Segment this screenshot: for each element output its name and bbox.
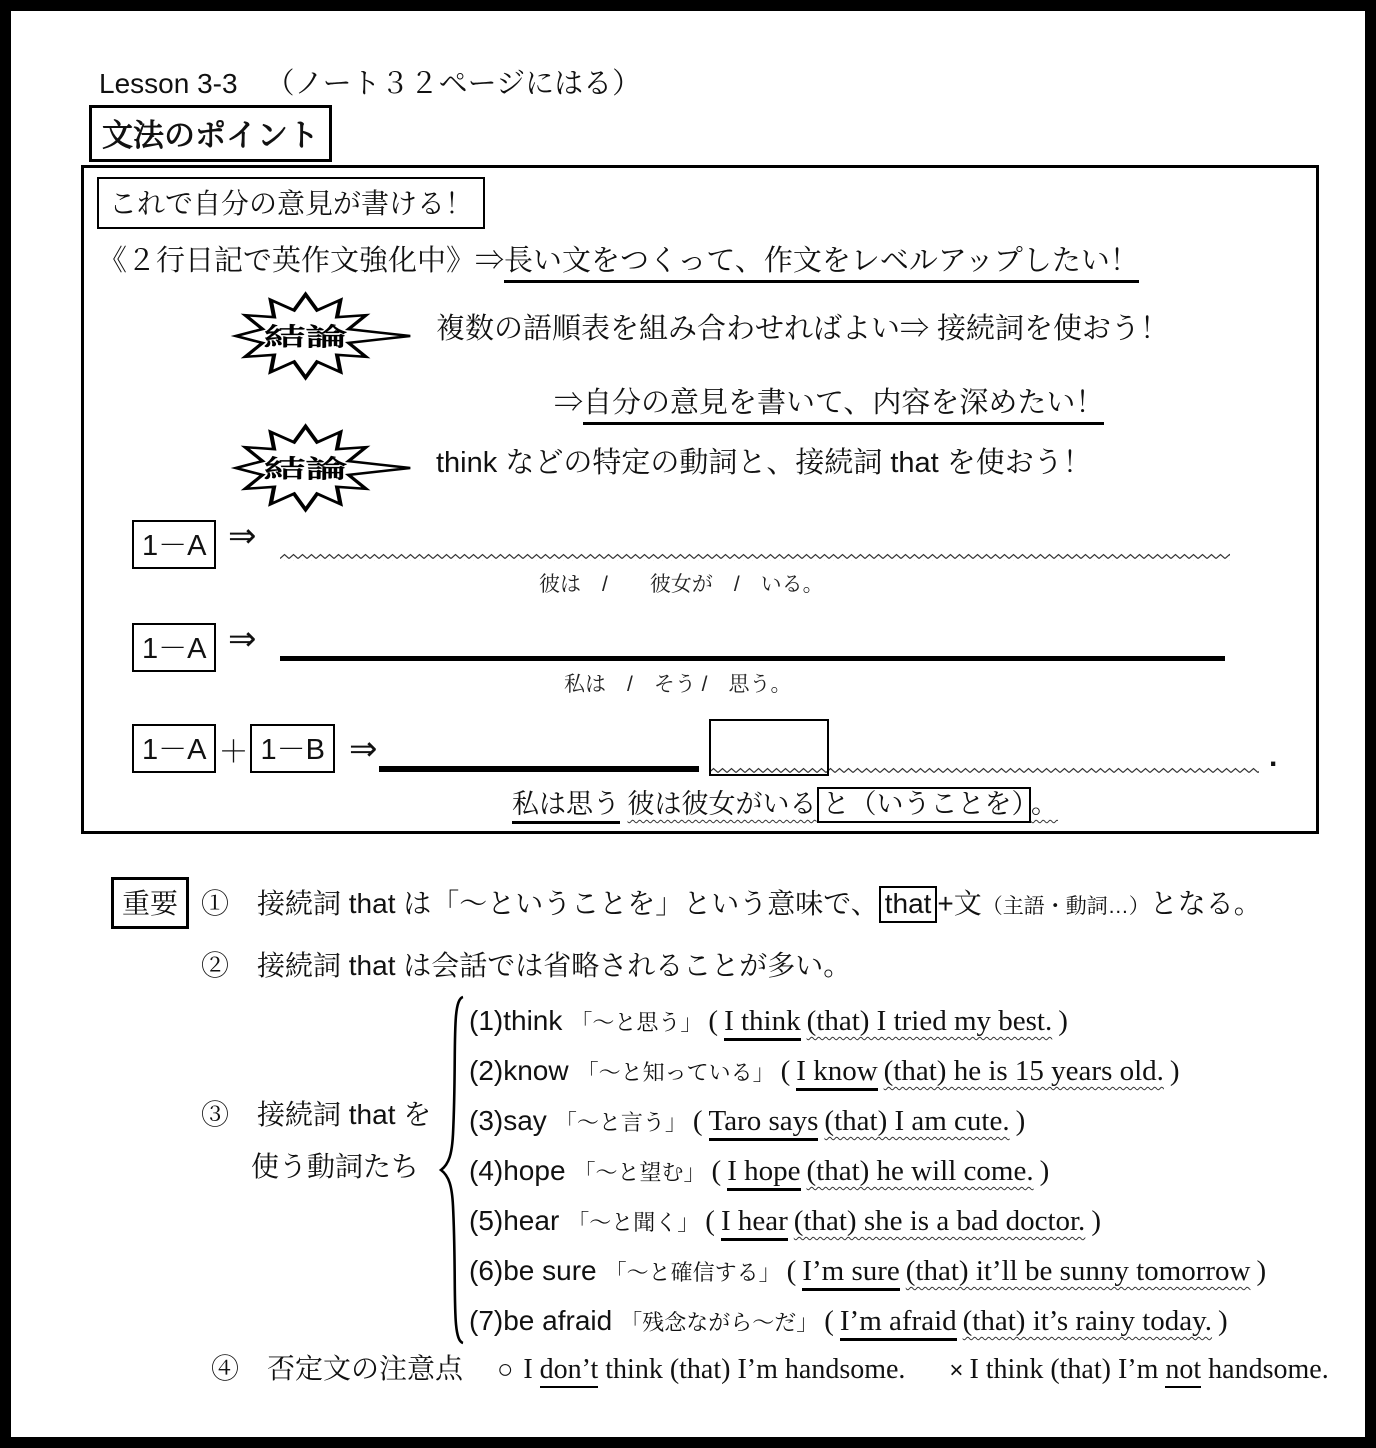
verb-name: think bbox=[503, 1005, 563, 1036]
point1-small-note: （主語・動詞…） bbox=[981, 895, 1150, 918]
verb-example-row bbox=[469, 996, 1266, 1046]
verb-example-row bbox=[469, 1296, 1266, 1346]
pattern-label-1A: 1－A bbox=[132, 520, 216, 569]
arrow-icon: ⇒ bbox=[228, 620, 257, 658]
verb-name: know bbox=[503, 1055, 569, 1086]
wrong-post: handsome. bbox=[1201, 1354, 1329, 1385]
conclusion1-text: 複数の語順表を組み合わせればよい⇒ 接続詞を使おう！ bbox=[436, 313, 1170, 345]
diary-prefix: 《２行日記で英作文強化中》⇒ bbox=[98, 245, 505, 277]
diary-goal: 長い文をつくって、作文をレベルアップしたい！ bbox=[504, 245, 1139, 283]
verb-meaning: 「〜と思う」 bbox=[570, 1010, 703, 1035]
paren-close-icon: ) bbox=[1015, 1105, 1026, 1137]
main-clause: Taro says bbox=[709, 1105, 819, 1141]
that-clause: (that) she is a bad doctor. bbox=[793, 1205, 1086, 1237]
that-clause: (that) it’ll be sunny tomorrow bbox=[905, 1255, 1251, 1287]
diary-line bbox=[98, 238, 1139, 279]
paren-close-icon: ) bbox=[1091, 1205, 1101, 1237]
caption-i-think: 私は思う bbox=[512, 789, 620, 824]
paren-close-icon: ) bbox=[1058, 1005, 1068, 1037]
note-instruction: （ノート３２ページにはる） bbox=[265, 68, 642, 100]
wrong-mark-icon: × bbox=[949, 1357, 964, 1384]
that-boxed-word: that bbox=[879, 886, 938, 923]
point3-label-line1: ③ 接続詞 that を bbox=[201, 1099, 432, 1130]
correct-example bbox=[523, 1354, 905, 1388]
paren-open-icon: ( bbox=[708, 1005, 719, 1037]
paren-open-icon: ( bbox=[711, 1155, 722, 1187]
verb-number: (6) bbox=[469, 1255, 504, 1286]
paren-open-icon: ( bbox=[786, 1255, 797, 1287]
verb-name: be sure bbox=[503, 1255, 597, 1286]
verb-name: hear bbox=[503, 1205, 560, 1236]
wrong-pre: I think (that) I’m bbox=[969, 1354, 1166, 1385]
that-verbs-list bbox=[469, 996, 1266, 1346]
caption-that-boxed: と（いうことを） bbox=[817, 787, 1032, 823]
grammar-point-box bbox=[81, 165, 1319, 834]
verb-example-row bbox=[469, 1046, 1266, 1096]
page-title: 文法のポイント bbox=[89, 105, 332, 162]
correct-mark-icon: ○ bbox=[497, 1354, 514, 1384]
example-sentence bbox=[705, 1205, 1101, 1237]
that-clause: (that) I am cute. bbox=[824, 1105, 1010, 1137]
caption-end-mark: 。 bbox=[1031, 789, 1059, 819]
conclusion-burst-icon bbox=[222, 418, 417, 518]
that-clause: (that) he is 15 years old. bbox=[883, 1055, 1164, 1087]
point4-label: ④ 否定文の注意点 bbox=[211, 1353, 464, 1384]
that-clause: (that) it’s rainy today. bbox=[962, 1305, 1213, 1337]
point4-line bbox=[211, 1347, 1329, 1387]
verb-meaning: 「〜と確信する」 bbox=[604, 1260, 781, 1285]
main-clause: I hope bbox=[727, 1155, 800, 1191]
verb-meaning: 「〜と聞く」 bbox=[567, 1210, 700, 1235]
verb-name: hope bbox=[503, 1155, 566, 1186]
row1-caption: 彼は / 彼女が / いる。 bbox=[539, 573, 824, 596]
opinion-line bbox=[554, 380, 1104, 421]
correct-pre: I bbox=[523, 1354, 540, 1385]
paren-close-icon: ) bbox=[1039, 1155, 1050, 1187]
point1-post: となる。 bbox=[1149, 888, 1262, 919]
wavy-answer-line bbox=[280, 553, 1230, 561]
point1-pre: ① 接続詞 that は「〜ということを」という意味で、 bbox=[201, 888, 879, 919]
verb-example-row bbox=[469, 1146, 1266, 1196]
example-sentence bbox=[712, 1155, 1050, 1187]
row2-caption: 私は / そう / 思う。 bbox=[564, 673, 792, 696]
opinion-arrow: ⇒ bbox=[554, 387, 584, 419]
pattern-label-1A: 1－A bbox=[132, 623, 216, 672]
verb-meaning: 「残念ながら〜だ」 bbox=[620, 1310, 819, 1335]
solid-answer-line bbox=[379, 766, 699, 772]
verb-meaning: 「〜と望む」 bbox=[573, 1160, 706, 1185]
important-badge: 重要 bbox=[111, 877, 189, 929]
verb-meaning: 「〜と言う」 bbox=[554, 1110, 687, 1135]
conclusion-badge: 結論 bbox=[263, 323, 348, 352]
paren-open-icon: ( bbox=[780, 1055, 791, 1087]
point2-line: ② 接続詞 that は会話では省略されることが多い。 bbox=[201, 950, 852, 981]
brace-icon bbox=[435, 994, 467, 1346]
paren-open-icon: ( bbox=[705, 1205, 715, 1237]
wrong-underlined-word: not bbox=[1165, 1354, 1201, 1388]
conclusion2-text: think などの特定の動詞と、接続詞 that を使おう！ bbox=[436, 447, 1092, 479]
example-sentence bbox=[824, 1305, 1227, 1337]
point1-mid: +文 bbox=[937, 888, 982, 919]
verb-example-row bbox=[469, 1246, 1266, 1296]
conclusion-badge: 結論 bbox=[263, 455, 348, 484]
main-clause: I know bbox=[796, 1055, 877, 1091]
verb-name: be afraid bbox=[503, 1305, 613, 1336]
pattern-label-1A: 1－A bbox=[132, 724, 216, 773]
verb-example-row bbox=[469, 1196, 1266, 1246]
verb-number: (1) bbox=[469, 1005, 504, 1036]
sentence-period: . bbox=[1269, 740, 1278, 773]
arrow-icon: ⇒ bbox=[228, 517, 257, 555]
example-sentence bbox=[781, 1055, 1180, 1087]
main-clause: I think bbox=[724, 1005, 801, 1041]
that-clause: (that) I tried my best. bbox=[806, 1005, 1053, 1037]
pattern-label-1B: 1－B bbox=[250, 724, 334, 773]
paren-close-icon: ) bbox=[1169, 1055, 1180, 1087]
opinion-goal: 自分の意見を書いて、内容を深めたい！ bbox=[583, 387, 1104, 425]
lesson-header bbox=[99, 61, 641, 102]
verb-number: (3) bbox=[469, 1105, 504, 1136]
verb-number: (4) bbox=[469, 1155, 504, 1186]
that-clause: (that) he will come. bbox=[806, 1155, 1034, 1187]
point1-line bbox=[201, 882, 1262, 922]
lesson-number: Lesson 3-3 bbox=[99, 68, 238, 99]
verb-number: (7) bbox=[469, 1305, 504, 1336]
row3-labels bbox=[132, 724, 377, 773]
paren-close-icon: ) bbox=[1218, 1305, 1228, 1337]
correct-post: think (that) I’m handsome. bbox=[598, 1354, 906, 1385]
paren-close-icon: ) bbox=[1256, 1255, 1267, 1287]
verb-meaning: 「〜と知っている」 bbox=[576, 1060, 775, 1085]
arrow-icon: ⇒ bbox=[348, 729, 378, 768]
example-sentence bbox=[708, 1005, 1068, 1037]
conclusion-burst-icon bbox=[222, 286, 417, 386]
paren-open-icon: ( bbox=[692, 1105, 703, 1137]
verb-number: (2) bbox=[469, 1055, 504, 1086]
paren-open-icon: ( bbox=[824, 1305, 834, 1337]
example-sentence bbox=[787, 1255, 1267, 1287]
point3-label-line2: 使う動詞たち bbox=[251, 1151, 420, 1182]
main-clause: I’m sure bbox=[802, 1255, 899, 1291]
banner-box: これで自分の意見が書ける！ bbox=[97, 177, 485, 229]
main-clause: I hear bbox=[721, 1205, 788, 1241]
plus-sign: ＋ bbox=[218, 735, 249, 769]
main-clause: I’m afraid bbox=[840, 1305, 957, 1341]
that-answer-box bbox=[709, 719, 829, 776]
solid-answer-line bbox=[280, 656, 1225, 661]
row3-caption bbox=[512, 782, 1058, 821]
correct-underlined-word: don’t bbox=[540, 1354, 599, 1388]
caption-clause: 彼は彼女がいる bbox=[627, 789, 817, 819]
verb-example-row bbox=[469, 1096, 1266, 1146]
wrong-example bbox=[969, 1354, 1328, 1388]
example-sentence bbox=[693, 1105, 1025, 1137]
verb-number: (5) bbox=[469, 1205, 504, 1236]
verb-name: say bbox=[503, 1105, 547, 1136]
